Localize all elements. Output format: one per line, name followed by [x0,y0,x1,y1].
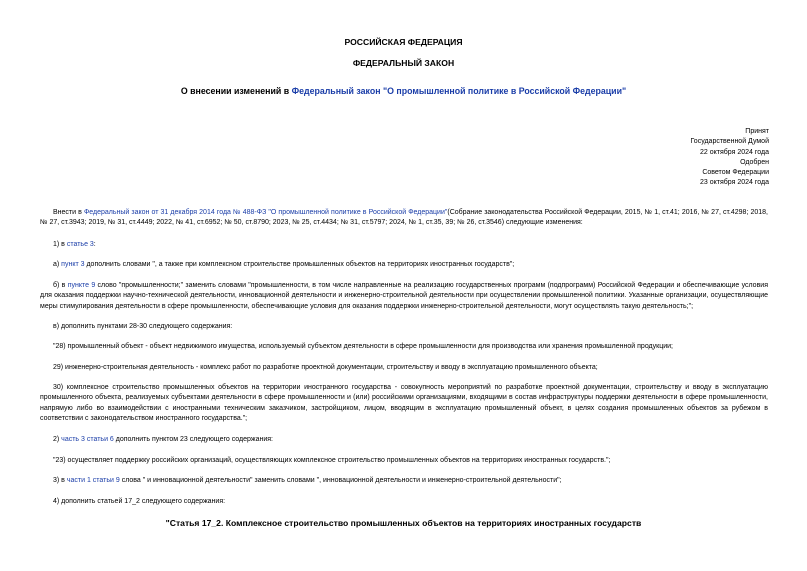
intro-prefix: Внести в [53,209,84,216]
point-23: "23) осуществляет поддержку российских организаций, осуществляющих комплексное строительство промышленных объектов на территориях иностранных государств."; [53,457,611,464]
item-1a [40,260,768,270]
adoption-line: Советом Федерации [702,169,769,177]
country-heading: РОССИЙСКАЯ ФЕДЕРАЦИЯ [344,37,463,47]
item-3-prefix: 3) в [53,477,67,484]
item-1-prefix: 1) в [53,241,67,248]
item-1b-prefix: б) в [53,282,68,289]
item-1a-suffix: дополнить словами ", а также при комплексном строительстве промышленных объектов на территориях иностранных государств"; [84,261,515,268]
intro-suffix: (Собрание законодательства Российской Федерации, 2015, № 1, ст.41; 2016, № 27, ст.4298; 2018, № 27, ст.3943; 2019, № 31, ст.4449; 2022, № 41, ст.6952; № 50, ст.8790; 2023, № 25, ст.4434; № 31, ст.5797; 2024, № 1, ст.35, 39; № 26, ст.3546) следующие изменения: [40,209,768,227]
adoption-line: Государственной Думой [690,138,769,146]
document-title-prefix: О внесении изменений в [180,86,292,96]
adoption-line: Принят [745,128,769,135]
item-1v: в) дополнить пунктами 28-30 следующего содержания: [53,323,233,330]
article-17-2-heading: "Статья 17_2. Комплексное строительство промышленных объектов на территориях иностранных государств [165,518,642,528]
adoption-line: 23 октября 2024 года [700,179,769,187]
item-2-prefix: 2) [53,436,62,443]
amended-law-link[interactable]: Федеральный закон "О промышленной политике в Российской Федерации" [291,86,627,96]
law-488-fz-link[interactable]: Федеральный закон от 31 декабря 2014 года № 488-ФЗ "О промышленной политике в Российской Федерации" [83,209,448,216]
item-2-suffix: дополнить пунктом 23 следующего содержания: [113,436,273,443]
law-type-heading: ФЕДЕРАЛЬНЫЙ ЗАКОН [352,58,455,68]
article-6-part-3-link[interactable]: часть 3 статьи 6 [61,436,114,443]
point-30: 30) комплексное строительство промышленных объектов на территории иностранного государства - совокупность мероприятий по разработке проектной документации, строительству и вводу в эксплуатацию промышленного объекта, реализуемых субъектами деятельности в сфере промышленности и (или) российскими организациями, входящими в состав инфраструктуры поддержки деятельности в сфере промышленности, напрямую либо во взаимодействии с иностранными техническим заказчиком, застройщиком, лицом, вводящим в эксплуатацию промышленный объект, в целях создания промышленных объектов за рубежом в соответствии с законодательством иностранного государства."; [40,384,768,423]
item-1b-suffix: слово "промышленности;" заменить словами "промышленности, в том числе направленные на реализацию государственных программ (подпрограмм) Российской Федерации и обеспечивающие условия для оказания поддержки научно-технической деятельности, инновационной деятельности и инженерно-строительной деятельности при осуществлении промышленной политики. Указанные организации, осуществляющие меры стимулирования деятельности в сфере промышленности, обеспечивающие условия для оказания поддержки инженерно-строительной деятельности, могут осуществлять такую деятельность;"; [40,282,768,310]
adoption-line: Одобрен [740,158,769,166]
point-28: "28) промышленный объект - объект недвижимого имущества, используемый субъектом деятельности в сфере промышленности для производства или хранения промышленной продукции; [53,343,673,350]
intro-paragraph [40,208,768,229]
adoption-block [690,127,769,189]
item-3-suffix: слова " и инновационной деятельности" заменить словами ", инновационной деятельности и инженерно-строительной деятельности"; [119,477,562,484]
article-9-part-1-link[interactable]: части 1 статьи 9 [66,477,120,484]
point-9-link[interactable]: пункте 9 [67,282,96,289]
item-2 [40,435,768,445]
item-4: 4) дополнить статьей 17_2 следующего содержания: [53,498,226,505]
article-3-link[interactable]: статье 3 [66,241,94,248]
point-3-link[interactable]: пункт 3 [61,261,85,268]
item-3 [40,476,768,486]
document-title [0,86,807,96]
point-29: 29) инженерно-строительная деятельность - комплекс работ по разработке проектной документации, строительству и вводу в эксплуатацию промышленного объекта; [53,364,598,371]
item-1 [40,240,768,250]
item-1a-prefix: а) [53,261,62,268]
item-1-suffix: : [93,241,96,248]
adoption-line: 22 октября 2024 года [700,148,769,156]
item-1b [40,281,768,312]
